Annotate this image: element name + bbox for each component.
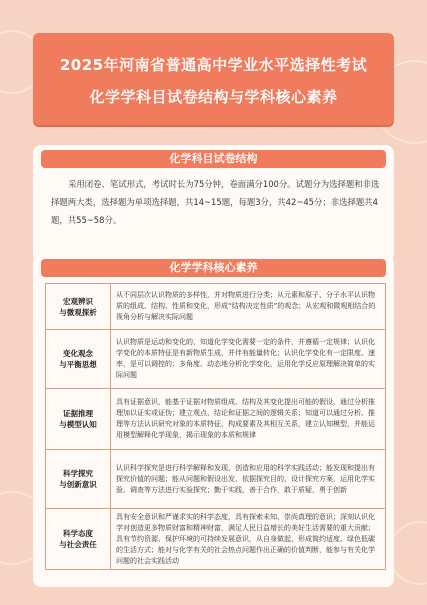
competency-name	[46, 389, 111, 449]
table-row	[46, 450, 385, 509]
page-title-line1: 2025年河南省普通高中学业水平选择性考试	[59, 56, 368, 74]
competency-name-line2: 与模型认知	[59, 420, 97, 429]
competency-name	[46, 330, 111, 388]
table-row	[46, 330, 385, 389]
core-competency-header: 化学学科核心素养	[41, 259, 386, 277]
competency-description: 具有证据意识，能基于证据对物质组成、结构及其变化提出可能的假设，通过分析推理加以证实或证伪；建立观点、结论和证据之间的逻辑关系；知道可以通过分析、推理等方法认识研究对象的本质特征、构成要素及其相互关系，建立认知模型，并能运用模型解释化学现象，揭示现象的本质和规律	[116, 398, 375, 439]
page-title-line2: 化学学科目试卷结构与学科核心素养	[89, 88, 338, 106]
competency-name-line1: 科学态度	[63, 529, 93, 538]
competency-description: 具有安全意识和严谨求实的科学态度，具有探索未知、崇尚真理的意识；深刻认识化学对创造更多物质财富和精神财富，满足人民日益增长的美好生活需要的重大贡献；具有节约资源、保护环境的可持续发展意识，从自身做起，形成简约适度、绿色低碳的生活方式；能对与化学有关的社会热点问题作出正确的价值判断，能参与有关化学问题的社会实践活动	[116, 512, 375, 565]
exam-structure-text: 采用闭卷、笔试形式，考试时长为75分钟，卷面满分100分。试题分为选择题和非选择题两大类，选择题为单项选择题，共14~15题，每题3分，共42~45分；非选择题共4题，共55~58分。	[51, 179, 380, 225]
competency-table	[45, 283, 386, 570]
competency-name-line1: 证据推理	[63, 409, 93, 418]
core-competency-card	[33, 255, 394, 587]
competency-description: 认识科学探究是进行科学解释和发现、创造和应用的科学实践活动；能发现和提出有探究价值的问题；能从问题和假设出发，依据探究目的，设计探究方案，运用化学实验、调查等方法进行实验探究；勤于实践，善于合作，敢于质疑，勇于创新	[116, 463, 375, 494]
title-banner	[33, 33, 394, 125]
competency-name	[46, 509, 111, 569]
competency-description: 认识物质是运动和变化的，知道化学变化需要一定的条件，并遵循一定规律；认识化学变化的本质特征是有新物质生成，并伴有能量转化；认识化学变化有一定限度、速率，是可以调控的；多角度、动态地分析化学变化，运用化学反应原理解决简单的实际问题	[116, 338, 375, 379]
table-row	[46, 284, 385, 330]
competency-name-line1: 变化观念	[63, 349, 93, 358]
competency-description: 从不同层次认识物质的多样性，并对物质进行分类；从元素和原子、分子水平认识物质的组成、结构、性质和变化，形成“结构决定性质”的观念；从宏观和微观相结合的视角分析与解决实际问题	[116, 291, 376, 321]
competency-name	[46, 284, 111, 329]
competency-name	[46, 450, 111, 508]
exam-structure-header: 化学科目试卷结构	[41, 150, 386, 168]
competency-name-line2: 与平衡思想	[59, 360, 97, 369]
competency-name-line1: 宏观辨识	[63, 296, 93, 306]
competency-name-line2: 与微观探析	[59, 307, 97, 317]
competency-name-line2: 与社会责任	[59, 540, 97, 549]
table-row	[46, 509, 385, 569]
competency-name-line2: 与创新意识	[59, 480, 97, 489]
competency-name-line1: 科学探究	[63, 469, 93, 478]
exam-structure-card	[33, 145, 394, 262]
table-row	[46, 389, 385, 450]
